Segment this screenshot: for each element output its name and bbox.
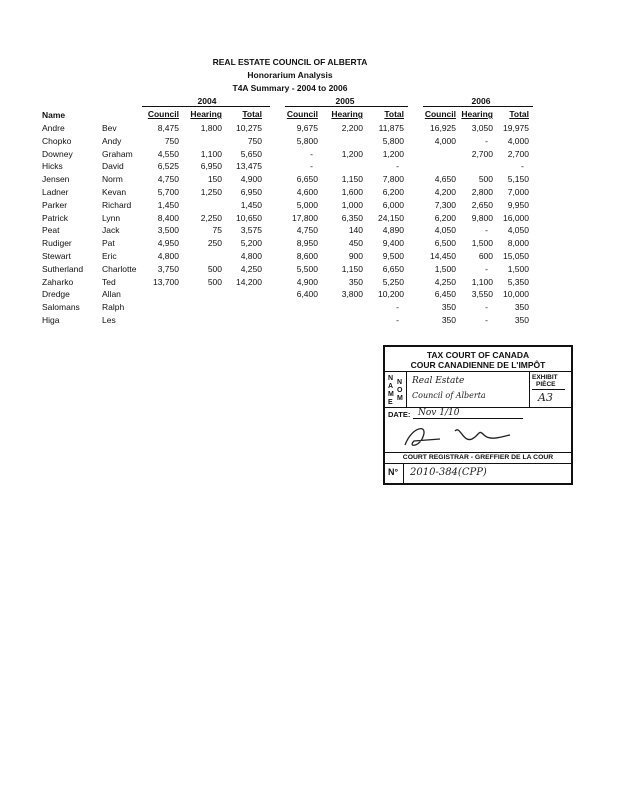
table-cell: 14,200	[236, 277, 262, 287]
stamp-piece-label: PIÈCE	[536, 381, 556, 388]
table-cell: 750	[164, 136, 179, 146]
row-first-name: Kevan	[102, 187, 127, 197]
stamp-name-line-2: Council of Alberta	[412, 391, 486, 400]
row-last-name: Higa	[42, 315, 60, 325]
table-cell: 4,950	[157, 238, 179, 248]
name-column-header: Name	[42, 110, 66, 120]
stamp-court-en: TAX COURT OF CANADA	[426, 350, 530, 360]
table-cell: -	[396, 161, 399, 171]
year-underline	[285, 106, 408, 107]
column-header-hearing: Hearing	[190, 109, 222, 119]
table-cell: 9,400	[382, 238, 404, 248]
stamp-number-value: 2010-384(CPP)	[410, 467, 487, 478]
table-cell: 5,250	[382, 277, 404, 287]
table-cell: 4,600	[296, 187, 318, 197]
row-first-name: Lynn	[102, 213, 121, 223]
table-cell: 1,600	[341, 187, 363, 197]
table-cell: 13,475	[236, 161, 262, 171]
table-cell: 11,875	[378, 123, 404, 133]
table-cell: 1,450	[240, 200, 262, 210]
row-last-name: Salomans	[42, 302, 80, 312]
table-cell: 1,500	[471, 238, 493, 248]
table-cell: 750	[247, 136, 262, 146]
table-cell: 5,200	[240, 238, 262, 248]
table-cell: 4,900	[296, 277, 318, 287]
table-cell: -	[485, 302, 488, 312]
table-cell: 6,200	[382, 187, 404, 197]
table-cell: 450	[348, 238, 363, 248]
table-cell: 1,100	[471, 277, 493, 287]
table-cell: 4,050	[507, 225, 529, 235]
table-cell: 4,750	[157, 174, 179, 184]
table-cell: 2,200	[341, 123, 363, 133]
year-header: 2006	[471, 96, 491, 106]
table-cell: 2,800	[471, 187, 493, 197]
stamp-date-value: Nov 1/10	[418, 408, 460, 418]
stamp-number-label: N°	[388, 467, 399, 477]
row-last-name: Stewart	[42, 251, 71, 261]
row-last-name: Patrick	[42, 213, 68, 223]
table-cell: 6,500	[434, 238, 456, 248]
table-cell: 4,890	[382, 225, 404, 235]
table-cell: 350	[514, 315, 529, 325]
table-cell: 5,800	[296, 136, 318, 146]
stamp-name-line-1: Real Estate	[412, 376, 465, 386]
column-header-hearing: Hearing	[461, 109, 493, 119]
table-cell: 1,500	[434, 264, 456, 274]
table-cell: 9,800	[471, 213, 493, 223]
row-first-name: Charlotte	[102, 264, 137, 274]
table-cell: -	[485, 136, 488, 146]
stamp-nom-label: NOM	[397, 379, 403, 402]
table-cell: -	[485, 225, 488, 235]
table-cell: -	[310, 149, 313, 159]
table-cell: 4,800	[157, 251, 179, 261]
year-underline	[423, 106, 533, 107]
table-cell: 150	[207, 174, 222, 184]
row-last-name: Chopko	[42, 136, 72, 146]
row-last-name: Parker	[42, 200, 68, 210]
table-cell: 3,550	[471, 289, 493, 299]
row-last-name: Dredge	[42, 289, 70, 299]
table-cell: 2,700	[507, 149, 529, 159]
column-header-total: Total	[242, 109, 262, 119]
stamp-name-label: NAME	[388, 375, 394, 406]
stamp-registrar-label: COURT REGISTRAR - GREFFIER DE LA COUR	[402, 454, 554, 461]
table-cell: 9,500	[382, 251, 404, 261]
table-cell: 1,250	[200, 187, 222, 197]
stamp-date-label: DATE:	[388, 410, 411, 419]
table-cell: 6,400	[296, 289, 318, 299]
table-cell: 600	[478, 251, 493, 261]
table-cell: 1,200	[341, 149, 363, 159]
table-cell: 8,475	[157, 123, 179, 133]
table-cell: 6,450	[434, 289, 456, 299]
table-cell: 8,950	[296, 238, 318, 248]
column-header-council: Council	[147, 109, 179, 119]
table-cell: 6,650	[296, 174, 318, 184]
registrar-signature	[400, 421, 530, 451]
table-cell: 500	[207, 264, 222, 274]
column-header-council: Council	[424, 109, 456, 119]
table-cell: -	[310, 161, 313, 171]
table-cell: 350	[348, 277, 363, 287]
report-title: Honorarium Analysis	[247, 70, 333, 80]
org-title: REAL ESTATE COUNCIL OF ALBERTA	[212, 57, 368, 67]
table-cell: 1,500	[507, 264, 529, 274]
table-cell: 350	[441, 315, 456, 325]
table-cell: -	[521, 161, 524, 171]
column-header-total: Total	[509, 109, 529, 119]
table-cell: 16,925	[430, 123, 456, 133]
table-cell: 5,150	[507, 174, 529, 184]
table-cell: 5,650	[240, 149, 262, 159]
table-cell: 140	[348, 225, 363, 235]
table-cell: 6,650	[382, 264, 404, 274]
year-header: 2005	[335, 96, 355, 106]
table-cell: 350	[514, 302, 529, 312]
table-cell: 5,000	[296, 200, 318, 210]
table-cell: 8,400	[157, 213, 179, 223]
table-cell: 10,650	[236, 213, 262, 223]
table-cell: 6,950	[200, 161, 222, 171]
table-cell: 3,050	[471, 123, 493, 133]
table-cell: 2,650	[471, 200, 493, 210]
table-cell: 5,350	[507, 277, 529, 287]
table-cell: 4,750	[296, 225, 318, 235]
table-cell: -	[396, 315, 399, 325]
table-cell: 7,800	[382, 174, 404, 184]
table-cell: 2,250	[200, 213, 222, 223]
table-cell: 4,000	[507, 136, 529, 146]
row-first-name: Norm	[102, 174, 123, 184]
table-cell: 1,450	[157, 200, 179, 210]
table-cell: 9,950	[507, 200, 529, 210]
table-cell: -	[396, 302, 399, 312]
row-first-name: Eric	[102, 251, 117, 261]
table-cell: 4,050	[434, 225, 456, 235]
table-cell: 1,100	[200, 149, 222, 159]
row-first-name: Jack	[102, 225, 120, 235]
table-cell: 8,600	[296, 251, 318, 261]
row-first-name: Les	[102, 315, 116, 325]
column-header-council: Council	[286, 109, 318, 119]
table-cell: 6,000	[382, 200, 404, 210]
row-last-name: Sutherland	[42, 264, 84, 274]
table-cell: 10,000	[503, 289, 529, 299]
year-header: 2004	[197, 96, 217, 106]
row-last-name: Downey	[42, 149, 73, 159]
table-cell: 5,800	[382, 136, 404, 146]
year-underline	[142, 106, 270, 107]
table-cell: 8,000	[507, 238, 529, 248]
table-cell: 14,450	[430, 251, 456, 261]
table-cell: 350	[441, 302, 456, 312]
table-cell: 5,700	[157, 187, 179, 197]
table-cell: 4,000	[434, 136, 456, 146]
row-first-name: Bev	[102, 123, 117, 133]
table-cell: 4,900	[240, 174, 262, 184]
column-header-hearing: Hearing	[331, 109, 363, 119]
court-exhibit-stamp	[383, 345, 573, 485]
row-first-name: Graham	[102, 149, 133, 159]
row-last-name: Jensen	[42, 174, 70, 184]
row-first-name: Pat	[102, 238, 115, 248]
row-last-name: Zaharko	[42, 277, 74, 287]
column-header-total: Total	[384, 109, 404, 119]
table-cell: 15,050	[503, 251, 529, 261]
row-last-name: Peat	[42, 225, 60, 235]
table-cell: 1,000	[341, 200, 363, 210]
table-cell: 10,275	[236, 123, 262, 133]
row-first-name: David	[102, 161, 124, 171]
row-last-name: Ladner	[42, 187, 69, 197]
row-last-name: Andre	[42, 123, 65, 133]
table-cell: 10,200	[378, 289, 404, 299]
row-first-name: Allan	[102, 289, 121, 299]
table-cell: 7,000	[507, 187, 529, 197]
table-cell: 1,200	[382, 149, 404, 159]
table-cell: 4,650	[434, 174, 456, 184]
table-cell: 900	[348, 251, 363, 261]
table-cell: 250	[207, 238, 222, 248]
row-first-name: Ted	[102, 277, 116, 287]
table-cell: 2,700	[471, 149, 493, 159]
row-first-name: Richard	[102, 200, 132, 210]
table-cell: 17,800	[292, 213, 318, 223]
table-cell: 9,675	[296, 123, 318, 133]
table-cell: 19,975	[503, 123, 529, 133]
table-cell: 500	[478, 174, 493, 184]
table-cell: 6,950	[240, 187, 262, 197]
table-cell: 16,000	[503, 213, 529, 223]
report-subtitle: T4A Summary - 2004 to 2006	[232, 83, 348, 93]
table-cell: 500	[207, 277, 222, 287]
table-cell: 4,800	[240, 251, 262, 261]
table-cell: 1,800	[200, 123, 222, 133]
row-first-name: Andy	[102, 136, 122, 146]
table-cell: 4,250	[434, 277, 456, 287]
row-last-name: Rudiger	[42, 238, 72, 248]
table-cell: 4,550	[157, 149, 179, 159]
table-cell: 6,525	[157, 161, 179, 171]
table-cell: 6,200	[434, 213, 456, 223]
table-cell: -	[485, 315, 488, 325]
table-cell: 4,250	[240, 264, 262, 274]
table-cell: 7,300	[434, 200, 456, 210]
table-cell: 6,350	[341, 213, 363, 223]
row-first-name: Ralph	[102, 302, 125, 312]
stamp-court-fr: COUR CANADIENNE DE L'IMPÔT	[410, 360, 546, 370]
stamp-exhibit-label: EXHIBIT	[532, 374, 558, 381]
table-cell: 5,500	[296, 264, 318, 274]
table-cell: 3,750	[157, 264, 179, 274]
table-cell: 13,700	[153, 277, 179, 287]
table-cell: 3,575	[240, 225, 262, 235]
table-cell: -	[485, 264, 488, 274]
table-cell: 1,150	[341, 174, 363, 184]
table-cell: 4,200	[434, 187, 456, 197]
stamp-exhibit-value: A3	[538, 391, 553, 404]
row-last-name: Hicks	[42, 161, 63, 171]
table-cell: 3,500	[157, 225, 179, 235]
table-cell: 3,800	[341, 289, 363, 299]
table-cell: 1,150	[341, 264, 363, 274]
table-cell: 75	[212, 225, 222, 235]
table-cell: 24,150	[378, 213, 404, 223]
